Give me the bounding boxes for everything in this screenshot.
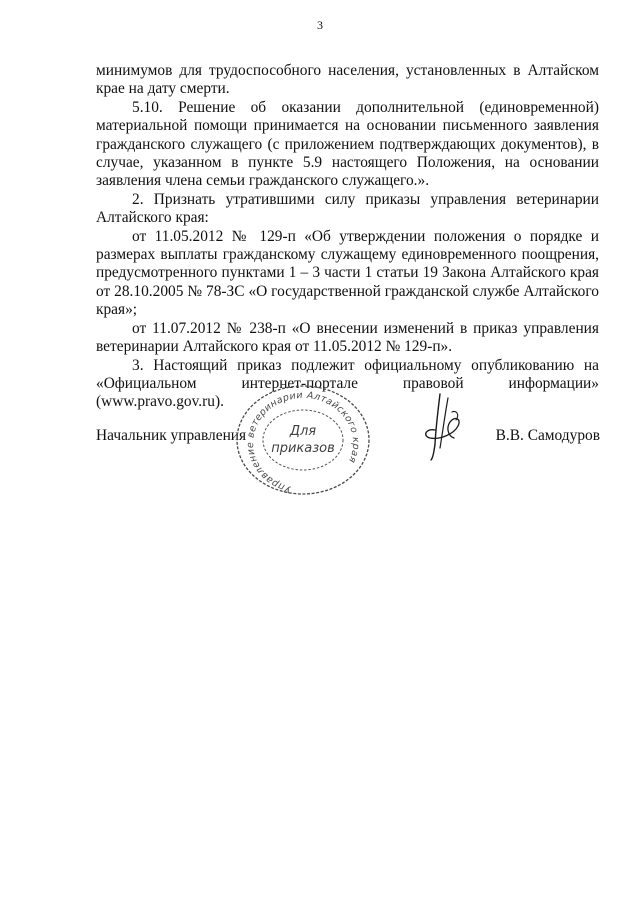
- paragraph-clause-5-10: 5.10. Решение об оказании дополнительной (единовременной) материальной помощи принимается на основании письменного заявления гражданского служащего (с приложением подтверждающих документов), в случае, указанном в пункте 5.9 настоящего Положения, на основании заявления члена семьи гражданского служащего.».: [96, 98, 599, 190]
- page-number: 3: [317, 18, 323, 32]
- paragraph-continuation: минимумов для трудоспособного населения, установленных в Алтайском крае на дату смерти.: [96, 62, 599, 98]
- position-title: Начальник управления: [96, 427, 247, 444]
- stamp-outer-ring: [237, 386, 369, 494]
- paragraph-order-238: от 11.07.2012 № 238-п «О внесении изменений в приказ управления ветеринарии Алтайского края от 11.05.2012 № 129-п».: [96, 319, 599, 356]
- signer-name: В.В. Самодуров: [495, 427, 600, 444]
- handwritten-signature-icon: [418, 392, 468, 462]
- paragraph-order-129: от 11.05.2012 № 129-п «Об утверждении положения о порядке и размерах выплаты гражданскому служащему единовременного поощрения, предусмотренного пунктами 1 – 3 части 1 статьи 19 Закона Алтайского края от 28.10.2005 № 78-ЗС «О государственной гражданской службе Алтайского края»;: [96, 227, 599, 319]
- paragraph-item-3: 3. Настоящий приказ подлежит официальному опубликованию на «Официальном интернет-портале правовой информации» (www.pravo.gov.ru).: [96, 356, 599, 411]
- paragraph-item-2: 2. Признать утратившими силу приказы управления ветеринарии Алтайского края:: [96, 190, 599, 227]
- stamp-center-line1: Для: [289, 424, 317, 439]
- stamp-center-line2: приказов: [271, 441, 335, 456]
- stamp-ring-textpath: Управление ветеринарии Алтайского края: [244, 389, 362, 495]
- stamp-inner-ring: [263, 410, 343, 470]
- official-stamp-icon: [228, 380, 378, 498]
- document-body: [96, 62, 599, 412]
